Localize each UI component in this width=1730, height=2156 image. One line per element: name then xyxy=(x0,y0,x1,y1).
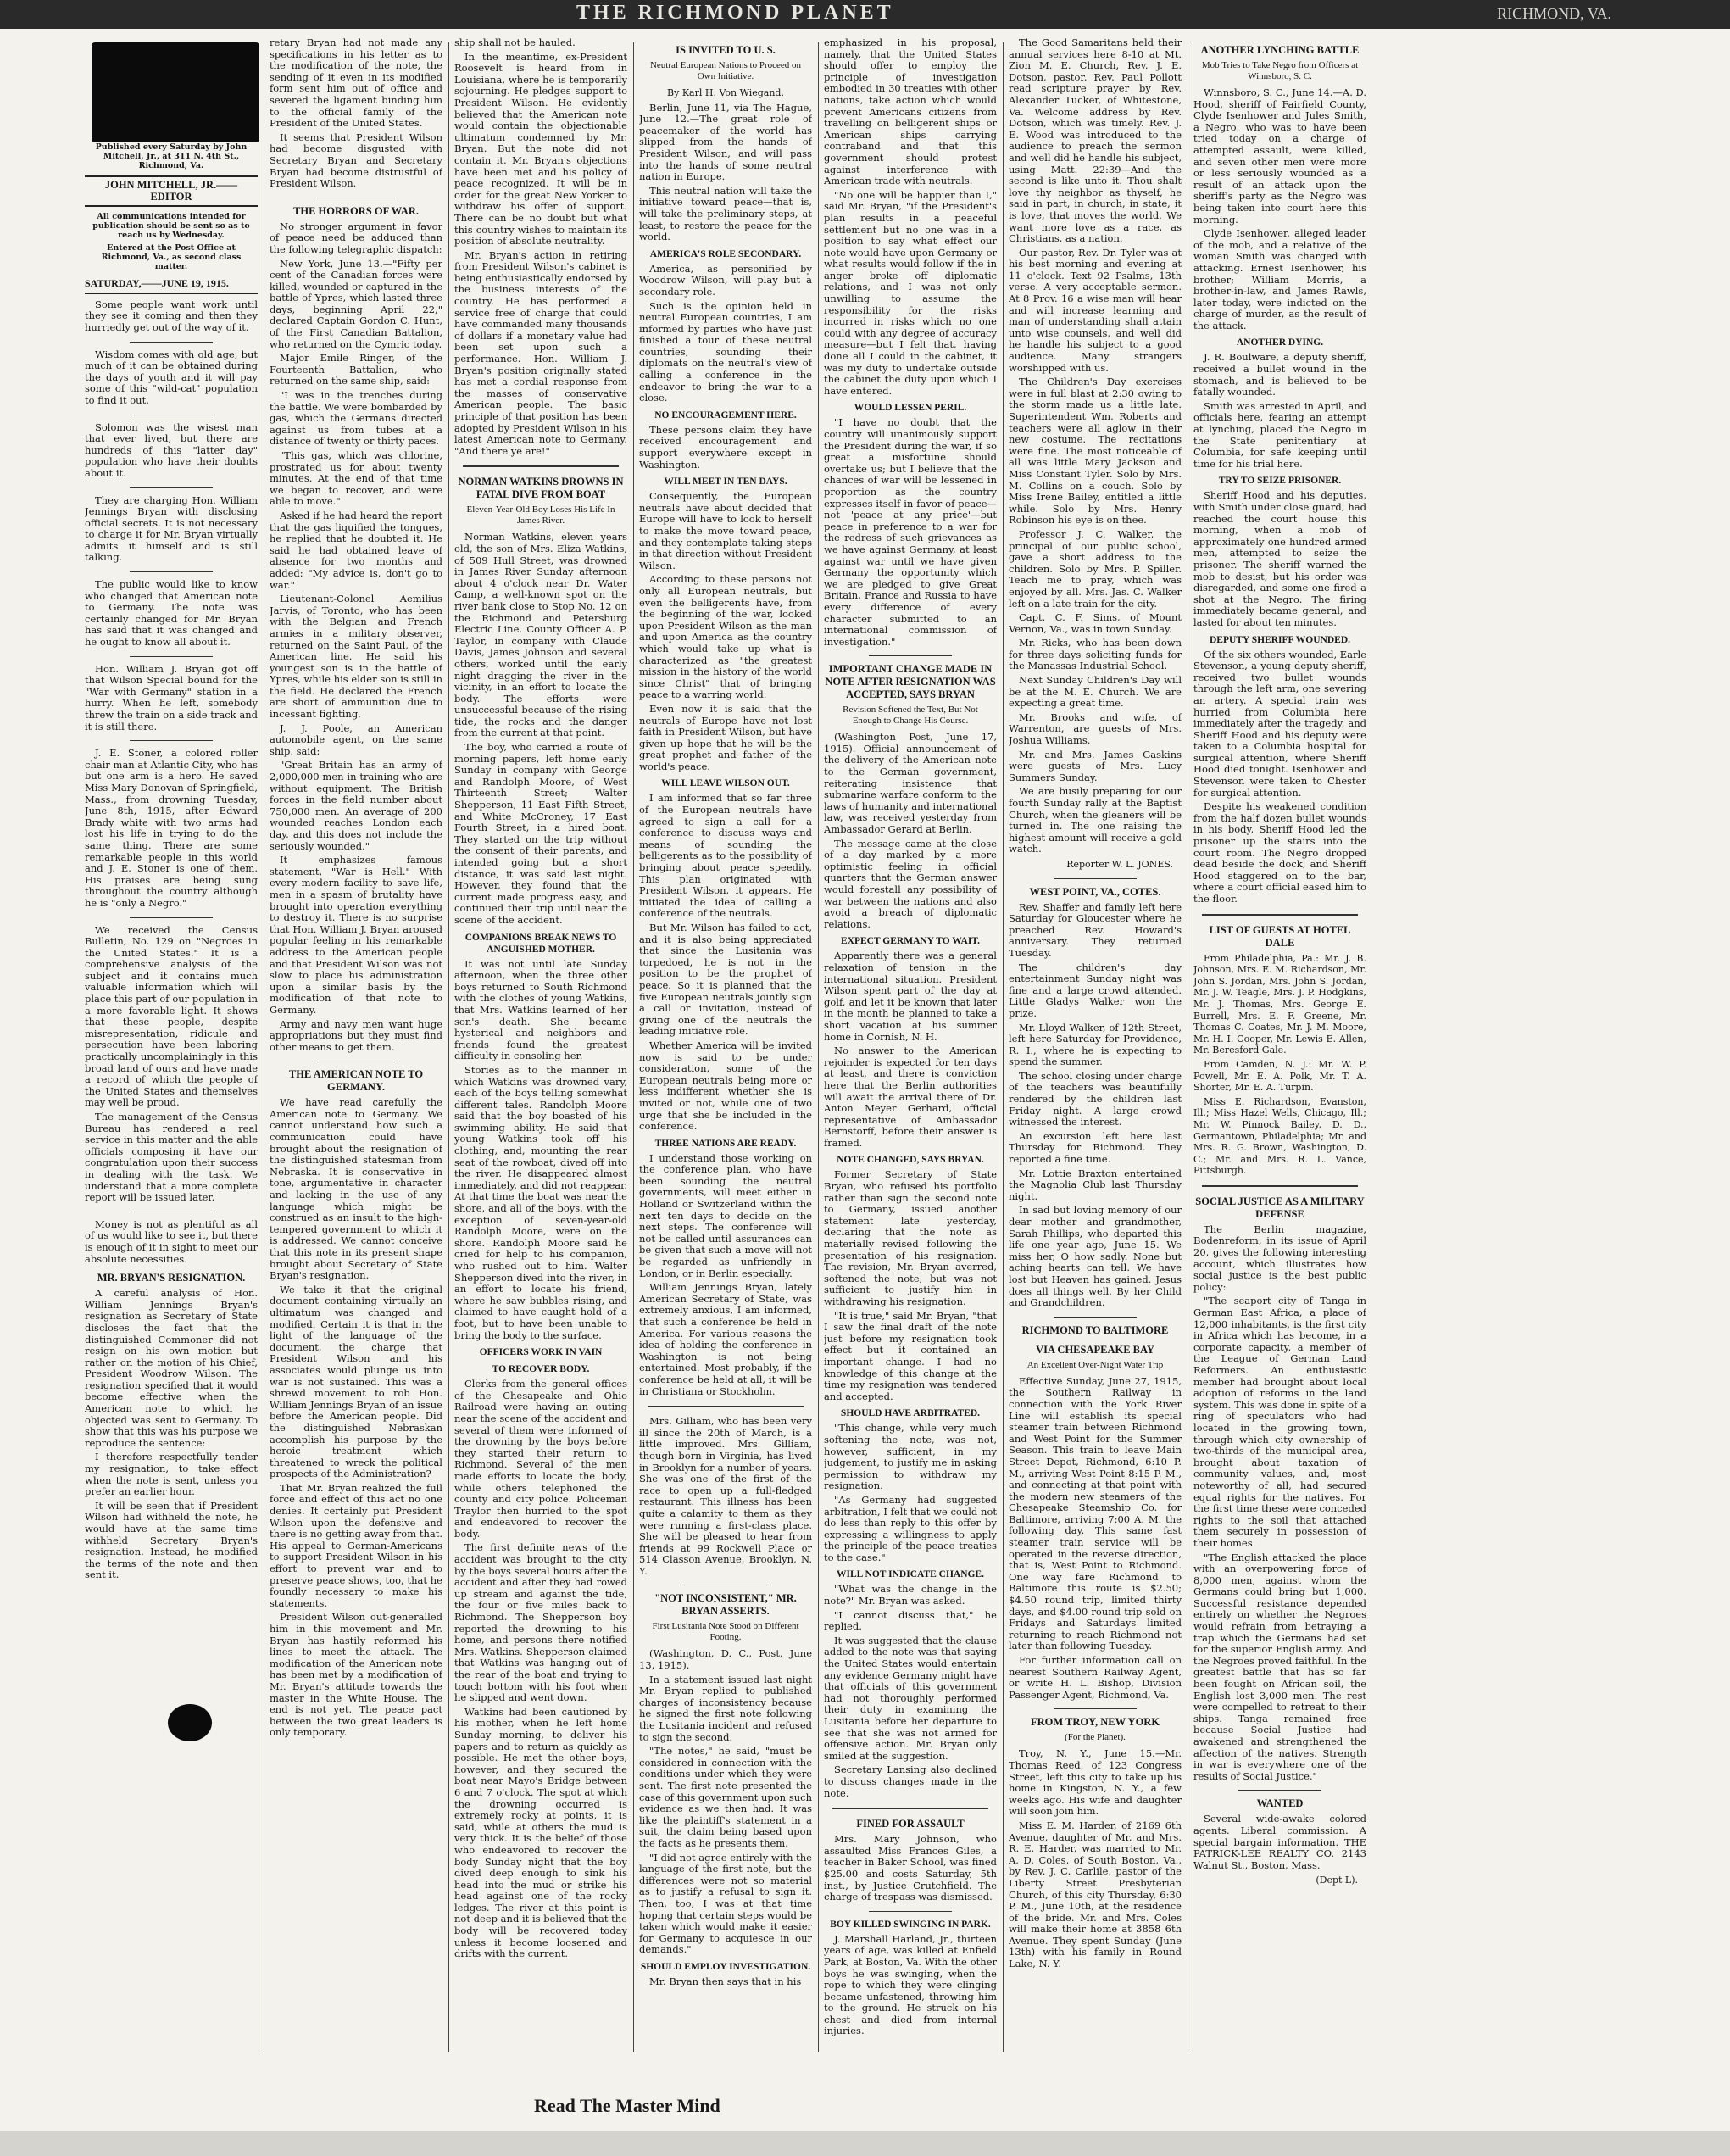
headline-american-note: THE AMERICAN NOTE TO GERMANY. xyxy=(288,1068,424,1094)
article-paragraph: Mrs. Mary Johnson, who assaulted Miss Frances Giles, a teacher in Baker School, was fined $25.00 and costs Saturday, 5th inst., by Justice Crutchfield. The charge of trespass was dismissed. xyxy=(824,1833,997,1903)
entry-notice: Entered at the Post Office at Richmond, Va., as second class matter. xyxy=(101,243,242,272)
news-paragraph: The school closing under charge of the teachers was beautifully rendered by the children last Friday night. A large crowd witnessed the interest. xyxy=(1009,1069,1182,1128)
article-paragraph: Clerks from the general offices of the Chesapeake and Ohio Railroad were having an outing near the scene of the accident and several of them were informed of the drowning by the boys before they started their return to Richmond. Several of the men made efforts to locate the body, while others telephoned the county and city police. Policeman Traylor then hurried to the spot and endeavored to recover the body. xyxy=(454,1378,627,1540)
article-paragraph: "No one will be happier than I," said Mr. Bryan, "if the President's plan results in a peaceful settlement but no one was in a position to say what effect our note would have upon Germany or what results would follow if the in anger broke off diplomatic relations, and I was not only unwilling to assume the responsibility for the risks incurred in risks which no one could with any degree of accuracy measure—but I felt that, having done all I could in the cabinet, it was my duty to undertake outside the cabinet the duty upon which I have entered. xyxy=(824,188,997,397)
article-paragraph: "I cannot discuss that," he replied. xyxy=(824,1608,997,1633)
headline-invited-to-us: IS INVITED TO U. S. xyxy=(676,44,776,56)
subheadline-neutral-nations: Neutral European Nations to Proceed on Own Initiative. xyxy=(649,60,802,81)
article-paragraph: We have read carefully the American note to Germany. We cannot understand how such a communication could have brought about the resignation of the distinguished statesman from Nebraska. It is conservative in tone, argumentative in character and lacking in the use of any language which might be construed as an insult to the high-tempered government to which it is addressed. We cannot conceive that this note in its present shape brought about Secretary of State Bryan's resignation. xyxy=(270,1096,442,1282)
article-paragraph: Army and navy men want huge appropriations but they must find other means to get them. xyxy=(270,1017,442,1053)
subhead-boy-killed: BOY KILLED SWINGING IN PARK. xyxy=(830,1919,991,1930)
divider xyxy=(869,655,952,656)
article-paragraph: Apparently there was a general relaxation of tension in the international situation. President Wilson spent part of the day at golf, and let it be known that later in the month he planned to take a short vacation at his summer home in Cornish, N. H. xyxy=(824,950,997,1043)
article-paragraph: Mr. Bryan then says that in his xyxy=(649,1975,802,1987)
divider xyxy=(130,487,213,488)
article-paragraph: But Mr. Wilson has failed to act, and it is also being appreciated that since the Lusitania was torpedoed, he is not in the position to be the prophet of peace. So it is planned that the five European neutrals jointly sign a call or invitation, instead of giving one of the neutrals the leading initiative role. xyxy=(639,922,812,1038)
headline-wanted: WANTED xyxy=(1256,1797,1304,1810)
headline-fined-for-assault: FINED FOR ASSAULT xyxy=(856,1818,965,1830)
headline-bryan-resignation: MR. BRYAN'S RESIGNATION. xyxy=(97,1272,246,1284)
article-paragraph: "What was the change in the note?" Mr. Bryan was asked. xyxy=(824,1583,997,1607)
divider xyxy=(1238,1790,1321,1791)
article-paragraph: "The notes," he said, "must be considered in connection with the conditions under which they were sent. The first note presented the case of this government upon such evidence as we then had. It was like the plaintiff's statement in a suit, the claim being based upon the facts as he presents them. xyxy=(639,1745,812,1849)
editorial-paragraph: They are charging Hon. William Jennings Bryan with disclosing official secrets. It is not necessary to charge it for Mr. Bryan virtually admits it himself and is still talking. xyxy=(85,493,258,564)
publisher-notice: Published every Saturday by John Mitchell, Jr., at 311 N. 4th St., Richmond, Va. xyxy=(95,142,248,170)
article-paragraph: "I was in the trenches during the battle. We were bombarded by gas, which the Germans directed against us from tubes at a distance of twenty or thirty paces. xyxy=(270,389,442,448)
column-2 xyxy=(270,37,442,2047)
subhead-america-role: AMERICA'S ROLE SECONDARY. xyxy=(649,248,802,259)
article-paragraph: Mr. Bryan's action in retiring from President Wilson's cabinet is being enthusiastically endorsed by the business interests of the country. He has performed a service free of charge that could have commanded many thousands of dollars if a monetary value had been set upon such a performance. Hon. William J. Bryan's position originally stated has met a cordial response from the masses of conservative American people. The basic principle of that position has been adopted by President Wilson in his latest American note to Germany. "And there ye are!" xyxy=(454,248,627,457)
headline-not-inconsistent: "NOT INCONSISTENT," MR. BRYAN ASSERTS. xyxy=(654,1592,797,1618)
article-paragraph: It will be seen that if President Wilson had withheld the note, he would have at the same time withheld Secretary Bryan's resignation. Instead, he modified the terms of the note and then sent it. xyxy=(85,1499,258,1581)
article-paragraph: New York, June 13.—"Fifty per cent of the Canadian forces were killed, wounded or captured in the battle of Ypres, which lasted three days, beginning April 22," declared Captain Gordon C. Hunt, of the First Canadian Battalion, who returned on the Cymric today. xyxy=(270,257,442,350)
article-paragraph: "The seaport city of Tanga in German East Africa, a place of 12,000 inhabitants, is the first city in Africa which has become, in a corporate capacity, a member of the League of German Land Reformers. An enthusiastic member had brought about local adoption of reforms in the land system. This was done in spite of a ring of speculators who had located in the growing town, through which city ownership of two-thirds of the municipal area, brought about taxation of community values, and, most noteworthy of all, had secured equal rights for the natives. For the first time these were conceded rights to the soil that attached them securely in possession of their homes. xyxy=(1193,1295,1366,1549)
divider xyxy=(463,465,619,467)
news-paragraph: Mr. Brooks and wife, of Warrenton, are guests of Mrs. Joshua Williams. xyxy=(1009,710,1182,747)
article-paragraph: Lieutenant-Colonel Aemilius Jarvis, of Toronto, who has been with the Belgian and French armies in a military observer, returned on the Saint Paul, of the American line. He said his youngest son is in the battle of Ypres, while his elder son is still in the field. He declared the French are short of ammunition due to incessant fighting. xyxy=(270,593,442,721)
article-paragraph: Consequently, the European neutrals have about decided that Europe will have to look to herself to make the move toward peace, and they contemplate taking steps in that direction without President Wilson. xyxy=(639,490,812,571)
subhead-employ-investigation: SHOULD EMPLOY INVESTIGATION. xyxy=(640,1961,811,1972)
headline-from-troy: FROM TROY, NEW YORK xyxy=(1030,1716,1160,1729)
news-paragraph: Troy, N. Y., June 15.—Mr. Thomas Reed, of 123 Congress Street, left this city to take up his home in Kingston, N. Y., a few weeks ago. His wife and daughter will soon join him. xyxy=(1009,1747,1182,1818)
subhead-another-dying: ANOTHER DYING. xyxy=(1236,337,1324,348)
article-paragraph: Sheriff Hood and his deputies, with Smith under close guard, had reached the court house this morning, when a mob of approximately one hundred armed men, attempted to seize the prisoner. The sheriff warned the mob to desist, but his order was disregarded, and some one fired a shot at the Negro. The firing immediately became general, and lasted for about ten minutes. xyxy=(1193,489,1366,628)
subheadline-for-planet: (For the Planet). xyxy=(1065,1732,1126,1743)
article-paragraph: These persons claim they have received encouragement and support everywhere except in Washington. xyxy=(639,423,812,471)
guest-list-paragraph: From Philadelphia, Pa.: Mr. J. B. Johnson, Mrs. E. M. Richardson, Mr. John S. Jordan, Mrs. John S. Jordan, Mr. J. W. Teagle, Mrs. J. P. Hodgkins, Mr. J. Thomas, Mrs. George E. Burrell, Mrs. E. F. Greene, Mr. Thomas C. Coates, Mr. J. M. Moore, Mr. H. I. Cooper, Mr. Lewis E. Allen, Mr. Beresford Gale. xyxy=(1193,952,1366,1056)
news-paragraph: The children's day entertainment Sunday night was fine and a large crowd attended. Little Gladys Walker won the prize. xyxy=(1009,961,1182,1019)
article-paragraph: America, as personified by Woodrow Wilson, will play but a secondary role. xyxy=(639,262,812,298)
headline-social-justice: SOCIAL JUSTICE AS A MILITARY DEFENSE xyxy=(1195,1195,1365,1220)
news-paragraph: The Children's Day exercises were in full blast at 2:30 owing to the storm made us a little late. Superintendent Wm. Roberts and teachers were all aglow in their new costume. The recitations were fine. The most noticeable of all was little Mary Jackson and Miss Constant Tyler. Solo by Mrs. M. Collins on a couch. Solo by Miss Irene Bailey, entitled a little while. Solo by Mrs. Henry Robinson his eye is on thee. xyxy=(1009,376,1182,526)
footer-advert: Read The Master Mind xyxy=(534,2095,720,2116)
ad-department: (Dept L). xyxy=(1316,1875,1358,1886)
divider xyxy=(648,1406,804,1407)
news-paragraph: An excursion left here last Thursday for Richmond. They reported a fine time. xyxy=(1009,1129,1182,1166)
masthead-right-text: RICHMOND, VA. xyxy=(1497,5,1611,22)
article-paragraph: Asked if he had heard the report that the gas liquified the tongues, he replied that he doubted it. He said he had obtained leave of absence for two months and added: "My advice is, don't go to war." xyxy=(270,509,442,591)
headline-lynching-battle: ANOTHER LYNCHING BATTLE xyxy=(1200,44,1360,56)
column-1 xyxy=(85,37,258,2047)
news-paragraph: Effective Sunday, June 27, 1915, the Southern Railway in connection with the York River Line will establish its special steamer train between Richmond and West Point for the Summer Season. This train to leave Main Street Depot, Richmond, 6:10 P. M., arriving West Point 8:15 P. M., and connecting at that point with the modern new steamers of the Chesapeake Steamship Co. for Baltimore, arriving 7:00 A. M. the following day. This same fast steamer train service will be operated in the reverse direction, that is, West Point to Richmond. One way fare Richmond to Baltimore this route is $2.50; $4.50 round trip, limited thirty days, and $4.00 round trip sold on Fridays and Saturdays limited returning to reach Richmond not later than following Tuesday. xyxy=(1009,1374,1182,1652)
subhead-no-encouragement: NO ENCOURAGEMENT HERE. xyxy=(654,409,797,421)
column-rule xyxy=(818,42,819,2052)
column-5 xyxy=(824,37,997,2047)
article-paragraph: "The English attacked the place with an overpowering force of 8,000 men, against whom the Germans could bring but 1,000. Successful resistance depended entirely on whether the Negroes would refrain from betraying a trap which the Germans had set for the superior English army. And the Negroes proved faithful. In the greatest battle that has so far been fought on African soil, the English lost 3,000 men. The rest were compelled to retreat to their ships. Tanga remained free because Social Justice had awakened and strengthened the affection of the natives. Strength in war is everywhere one of the results of Social Justice." xyxy=(1193,1551,1366,1782)
article-paragraph: Whether America will be invited now is said to be under consideration, some of the European neutrals being more or less indifferent whether she is invited or not, while one of two urge that she be included in the conference. xyxy=(639,1039,812,1133)
subheadline-winnsboro: Mob Tries to Take Negro from Officers at Winnsboro, S. C. xyxy=(1201,60,1359,81)
editorial-paragraph: Money is not as plentiful as all of us would like to see it, but there is enough of it in sight to meet our absolute necessities. xyxy=(85,1217,258,1265)
divider xyxy=(1202,914,1358,916)
masthead-strip xyxy=(0,0,1730,29)
article-paragraph: Such is the opinion held in neutral European countries, I am informed by parties who have just finished a tour of these neutral countries, sounding their diplomats on the neutral's view of calling a conference in the endeavor to bring the war to a close. xyxy=(639,299,812,404)
column-3 xyxy=(454,37,627,2047)
article-paragraph: The Berlin magazine, Bodenreform, in its issue of April 20, gives the following interesting account, which illustrates how social justice is the best public policy: xyxy=(1193,1223,1366,1293)
news-paragraph: Mr. and Mrs. James Gaskins were guests of Mrs. Lucy Summers Sunday. xyxy=(1009,748,1182,783)
headline-hotel-dale-guests: LIST OF GUESTS AT HOTEL DALE xyxy=(1209,923,1351,949)
subhead-leave-wilson-out: WILL LEAVE WILSON OUT. xyxy=(661,778,790,789)
article-paragraph: Norman Watkins, eleven years old, the son of Mrs. Eliza Watkins, of 509 Hull Street, was drowned in James River Sunday afternoon about 4 o'clock near Dr. Water Camp, a well-known spot on the river bank close to Stop No. 12 on the Richmond and Petersburg Electric Line. County Officer A. P. Taylor, in company with Claude Davis, James Johnson and several others, worked until the early night dragging the river in the vicinity, in an effort to locate the body. The efforts were unsuccessful because of the rising tide, the rocks and the danger from the current at that point. xyxy=(454,531,627,739)
divider xyxy=(130,656,213,657)
subhead-arbitrated: SHOULD HAVE ARBITRATED. xyxy=(840,1408,981,1419)
divider xyxy=(130,917,213,918)
column-7 xyxy=(1193,37,1366,2047)
divider xyxy=(1202,1185,1358,1187)
article-paragraph: It emphasizes famous statement, "War is Hell." With every modern facility to save life, men in a spasm of brutality have brought into operation everything to destroy it. There is no surprise that Hon. William J. Bryan aroused popular feeling in his remarkable address to the American people and that President Wilson was not slow to place his administration upon a similar basis by the modification of that note to Germany. xyxy=(270,854,442,1016)
article-paragraph: retary Bryan had not made any specifications in his letter as to the modification of the note, the sending of it even in its modified form sent him out of office and severed the ligament binding him to the official family of the President of the United States. xyxy=(270,37,442,130)
divider xyxy=(1054,1708,1137,1709)
article-paragraph: ship shall not be hauled. xyxy=(454,37,576,48)
article-paragraph: Watkins had been cautioned by his mother, when he left home Sunday morning, to deliver his papers and to return as quickly as possible. He met the other boys, however, and they secured the boat near Mayo's Bridge between 6 and 7 o'clock. The spot at which the drowning occurred is extremely rocky at points, it is said, while at others the mud is very thick. It is the belief of those who endeavored to recover the body Sunday night that the boy dived deep enough to sink his head into the mud or strike his head against one of the rocky ledges. The river at this point is not deep and it is believed that the body will be recovered today unless it become loosened and drifts with the current. xyxy=(454,1705,627,1960)
article-paragraph: "Great Britain has an army of 2,000,000 men in training who are without equipment. The British forces in the field number about 750,000 men. An average of 200 wounded reaches London each day, and this does not include the seriously wounded." xyxy=(270,759,442,852)
divider xyxy=(130,740,213,741)
divider xyxy=(130,571,213,572)
news-paragraph: In sad but loving memory of our dear mother and grandmother, Sarah Phillips, who departed this life one year ago, June 15. We miss her, O how sadly. None but aching hearts can tell. We have lost but Heaven has gained. Jesus does all things well. By her Child and Grandchildren. xyxy=(1009,1204,1182,1309)
divider xyxy=(1054,1317,1137,1318)
article-paragraph: Smith was arrested in April, and officials here, fearing an attempt at lynching, placed the Negro in the State penitentiary at Columbia, for safe keeping until time for his trial here. xyxy=(1193,399,1366,470)
news-paragraph: Mr. Lloyd Walker, of 12th Street, left here Saturday for Providence, R. I., where he is expecting to spend the summer. xyxy=(1009,1021,1182,1068)
communications-notice: All communications intended for publication should be sent so as to reach us by Wednesday. xyxy=(92,212,250,241)
headline-important-change: IMPORTANT CHANGE MADE IN NOTE AFTER RESIGNATION WAS ACCEPTED, SAYS BRYAN xyxy=(825,663,996,701)
article-paragraph: The first definite news of the accident was brought to the city by the boys several hours after the accident and after they had rowed up stream and against the tide, the four or five miles back to Richmond. The Shepperson boy reported the drowning to his home, and persons there notified Mrs. Watkins. Shepperson claimed that Watkins was hanging out of the rear of the boat and trying to touch bottom with his foot when he slipped and went down. xyxy=(454,1541,627,1704)
news-paragraph: Mr. Ricks, who has been down for three days soliciting funds for the Manassas Industrial School. xyxy=(1009,637,1182,672)
article-paragraph: I am informed that so far three of the European neutrals have agreed to sign a call for a conference to discuss ways and means of sounding the belligerents as to the possibility of bringing about peace speedily. This plan originated with President Wilson, it appears. He initiated the idea of calling a conference of the neutrals. xyxy=(639,792,812,920)
news-paragraph: Rev. Shaffer and family left here Saturday for Gloucester where he preached Rev. Howard's anniversary. They returned Tuesday. xyxy=(1009,900,1182,959)
editorial-paragraph: Solomon was the wisest man that ever lived, but there are hundreds of this "latter day" population who have their doubts about it. xyxy=(85,421,258,479)
article-paragraph: "As Germany had suggested arbitration, I felt that we could not do less than reply to this offer by expressing a willingness to apply the principle of the peace treaties to the case." xyxy=(824,1493,997,1563)
news-paragraph: Professor J. C. Walker, the principal of our public school, gave a short address to the children. Solo by Mrs. P. Spiller. Teach me to pray, which was enjoyed by all. Mrs. Jas. C. Walker left on a late train for the city. xyxy=(1009,527,1182,610)
article-paragraph: According to these persons not only all European neutrals, but even the belligerents have, from the beginning of the war, looked upon President Wilson as the man and upon America as the country which would take up what is characterized as "the greatest mission in the history of the world since Christ" that of bringing peace to a warring world. xyxy=(639,573,812,701)
article-paragraph: Mrs. Gilliam, who has been very ill since the 20th of March, is a little improved. Mrs. Gilliam, though born in Virginia, has lived in Brooklyn for a number of years. She was one of the first of the race to open up a full-fledged restaurant. This illness has been quite a calamity to them as they were running a first-class place. She will be pleased to hear from friends at 99 Rockwell Place or 514 Classon Avenue, Brooklyn, N. Y. xyxy=(639,1415,812,1577)
guest-list-paragraph: From Camden, N. J.: Mr. W. P. Powell, Mr. E. A. Polk, Mr. T. A. Shorter, Mr. E. A. Turpin. xyxy=(1193,1058,1366,1094)
article-paragraph: (Washington Post, June 17, 1915). Official announcement of the delivery of the American note to the German government, reiterating insistence that submarine warfare conform to the laws of humanity and international law, was received yesterday from Ambassador Gerard at Berlin. xyxy=(824,731,997,836)
classified-ad-text: Several wide-awake colored agents. Liberal commission. A special bargain information. THE PATRICK-LEE REALTY CO. 2143 Walnut St., Boston, Mass. xyxy=(1193,1813,1366,1871)
subhead-note-changed: NOTE CHANGED, SAYS BRYAN. xyxy=(837,1155,984,1166)
subheadline-water-trip: An Excellent Over-Night Water Trip xyxy=(1026,1359,1164,1370)
subhead-lessen-peril: WOULD LESSEN PERIL. xyxy=(854,403,967,414)
news-paragraph: Miss E. M. Harder, of 2169 6th Avenue, daughter of Mr. and Mrs. R. E. Harder, was married to Mr. A. D. Coles, of South Boston, Va., by Rev. J. C. Carlile, pastor of the Liberty Street Presbyterian Church, of this city Thursday, 6:30 P. M., June 10th, at the residence of the bride. Mr. and Mrs. Coles will make their home at 3858 6th Avenue. They spent Sunday (June 13th) with his family in Round Lake, N. Y. xyxy=(1009,1819,1182,1970)
article-paragraph: Despite his weakened condition from the half dozen bullet wounds in his body, Sheriff Hood led the prisoner up the stairs into the court room. The Negro dropped dead beside the dock, and Sheriff Hood staggered on to the bar, where a court official eased him to the floor. xyxy=(1193,800,1366,905)
divider xyxy=(130,342,213,343)
article-paragraph: "It is true," said Mr. Bryan, "that I saw the final draft of the note just before my resignation took effect but it contained an important change. I had no knowledge of this change at the time my resignation was tendered and accepted. xyxy=(824,1309,997,1402)
article-paragraph: "I have no doubt that the country will unanimously support the President during the war, if so great a misfortune should overtake us; but I believe that the chances of war will be lessened in proportion as the country expresses itself in favor of peace—not 'peace at any price'—but peace in preference to a war for the redress of such grievances as we have against Germany, at least against war until we have given Germany the opportunity which we are pledged to give Great Britain, France and Russia to have every difference of every character submitted to an international commission of investigation." xyxy=(824,416,997,648)
editorial-paragraph: Wisdom comes with old age, but much of it can be obtained during the days of youth and it will pay some of this "wild-cat" population to find it out. xyxy=(85,348,258,406)
article-paragraph: In a statement issued last night Mr. Bryan replied to published charges of inconsistency because he signed the first note following the Lusitania incident and refused to sign the second. xyxy=(639,1673,812,1743)
article-paragraph: We take it that the original document containing virtually an ultimatum was changed and modified. Certain it is that in the light of the language of the document, the charge that President Wilson and his associates would plunge us into war is not sustained. This was a shrewd movement to rob Hon. William Jennings Bryan of an issue before the American people. Did the distinguished Nebraskan accomplish his purpose by the heroic treatment which threatened to wreck the political prospects of the Administration? xyxy=(270,1283,442,1480)
headline-west-point: WEST POINT, VA., COTES. xyxy=(1029,885,1161,898)
guest-list-paragraph: Miss E. Richardson, Evanston, Ill.; Miss Hazel Wells, Chicago, Ill.; Mr. W. Pinnock Bailey, D. D., Germantown, Philadelphia; Mr. and Mrs. R. G. Brown, Washington, D. C.; Mr. and Mrs. R. L. Vance, Pittsburgh. xyxy=(1193,1095,1366,1177)
article-paragraph: It was suggested that the clause added to the note was that saying the United States would entertain any evidence Germany might have that officials of this government had not thoroughly performed their duty in examining the Lusitania before her departure to see that she was not armed for offensive action. Mr. Bryan only smiled at the suggestion. xyxy=(824,1634,997,1762)
article-paragraph: J. J. Poole, an American automobile agent, on the same ship, said: xyxy=(270,721,442,757)
news-paragraph: We are busily preparing for our fourth Sunday rally at the Baptist Church, when the gleaners will be turned in. The one raising the highest amount will receive a gold watch. xyxy=(1009,785,1182,855)
headline-richmond-baltimore: RICHMOND TO BALTIMORE xyxy=(1021,1323,1169,1336)
subhead-expect-germany: EXPECT GERMANY TO WAIT. xyxy=(840,936,980,947)
article-paragraph: "This gas, which was chlorine, prostrated us for about twenty minutes. At the end of that time we began to recover, and were able to move." xyxy=(270,449,442,508)
article-paragraph: Of the six others wounded, Earle Stevenson, a young deputy sheriff, received two bullet wounds through the left arm, one severing an artery. A special train was hurried from Columbia here immediately after the tragedy, and Sheriff Hood and his deputy were taken to a Columbia hospital for surgical attention, where Sheriff Hood died tonight. Isenhower and Stevenson were taken to Chester for surgical attention. xyxy=(1193,648,1366,799)
subhead-companions: COMPANIONS BREAK NEWS TO ANGUISHED MOTHER. xyxy=(464,932,617,955)
article-paragraph: Former Secretary of State Bryan, who refused his portfolio rather than sign the second note to Germany, issued another statement late yesterday, declaring that the note as materially revised following the presentation of his resignation. The revision, Mr. Bryan averred, softened the note, but was not sufficient to justify him in withdrawing his resignation. xyxy=(824,1168,997,1307)
editor-line: JOHN MITCHELL, JR.——EDITOR xyxy=(85,175,258,207)
editorial-paragraph: Some people want work until they see it coming and then they hurriedly get out of the way of it. xyxy=(85,298,258,333)
article-paragraph: That Mr. Bryan realized the full force and effect of this act no one denies. It certainly put President Wilson upon the defensive and there is no getting away from that. His appeal to German-Americans to support President Wilson in his effort to prevent war and to preserve peace shows, too, that he foundly necessary to make his statements. xyxy=(270,1481,442,1609)
subheadline-watkins: Eleven-Year-Old Boy Loses His Life In James River. xyxy=(466,504,615,526)
article-paragraph: No answer to the American rejoinder is expected for ten days at least, and there is conviction here that the Berlin authorities will await the arrival there of Dr. Anton Meyer Gerhard, official representative of Ambassador Bernstorff, before their answer is framed. xyxy=(824,1045,997,1149)
editorial-paragraph: We received the Census Bulletin, No. 129 on "Negroes in the United States." It is a comprehensive analysis of the subject and it contains much valuable information which will place this part of our population in a more favorable light. It shows that these people, despite misrepresentation, ridicule and persecution have been laboring practically uncomplainingly in this broad land of ours and have made a record of which the people of the United States and themselves may well be proud. xyxy=(85,923,258,1109)
article-paragraph: The message came at the close of a day marked by a more optimistic feeling in official quarters that the German answer would forestall any possibility of war between the nations and also avoid a breach of diplomatic relations. xyxy=(824,837,997,930)
subhead-deputy-wounded: DEPUTY SHERIFF WOUNDED. xyxy=(1209,634,1351,645)
article-paragraph: Secretary Lansing also declined to discuss changes made in the note. xyxy=(824,1763,997,1799)
divider xyxy=(832,1808,988,1809)
headline-via-chesapeake: VIA CHESAPEAKE BAY xyxy=(1036,1343,1154,1356)
subhead-officers: OFFICERS WORK IN VAIN xyxy=(479,1347,603,1358)
article-paragraph: I understand those working on the conference plan, who have been sounding the neutral governments, will meet either in Holland or Switzerland within the next ten days to decide on the next steps. The conference will not be called until assurances can be given that such a move will not be regarded as unfriendly in London, or in Berlin especially. xyxy=(639,1151,812,1279)
headline-watkins-drowns: NORMAN WATKINS DROWNS IN FATAL DIVE FROM BOAT xyxy=(458,476,624,501)
editorial-paragraph: The management of the Census Bureau has rendered a real service in this matter and the able officials composing it have our congratulation upon their success in dealing with the task. We understand that a more complete report will be issued later. xyxy=(85,1111,258,1204)
news-paragraph: Capt. C. F. Sims, of Mount Vernon, Va., was in town Sunday. xyxy=(1009,611,1182,635)
article-paragraph: (Washington, D. C., Post, June 13, 1915). xyxy=(639,1647,812,1672)
news-paragraph: Next Sunday Children's Day will be at the M. E. Church. We are expecting a great time. xyxy=(1009,674,1182,710)
article-paragraph: "This change, while very much softening the note, was not, however, sufficient, in my judgement, to justify me in asking permission to withdraw my resignation. xyxy=(824,1422,997,1492)
article-paragraph: J. Marshall Harland, Jr., thirteen years of age, was killed at Enfield Park, at Boston, Va. With the other boys he was swinging, when the rope to which they were clinging became unfastened, throwing him to the ground. He struck on his chest and died from internal injuries. xyxy=(824,1932,997,2037)
subhead-recover-body: TO RECOVER BODY. xyxy=(492,1364,590,1375)
subhead-not-indicate: WILL NOT INDICATE CHANGE. xyxy=(836,1569,985,1580)
divider xyxy=(1054,878,1137,879)
subheadline-lusitania-note: First Lusitania Note Stood on Different Footing. xyxy=(652,1621,799,1643)
article-paragraph: In the meantime, ex-President Roosevelt is heard from in Louisiana, where he is temporarily sojourning. He pledges support to President Wilson. He evidently believed that the American note would contain the objectionable ultimatum condemned by Mr. Bryan. But the note did not contain it. Mr. Bryan's objections have been met and his policy of peace recognized. It will be in order for the great New Yorker to withdraw his offer of support. There can be no doubt but what this country wishes to maintain its position of absolute neutrality. xyxy=(454,50,627,248)
article-paragraph: William Jennings Bryan, lately American Secretary of State, was extremely anxious, I am informed, that such a conference be held in America. For various reasons the idea of holding the conference in Washington is not being entertained. Most probably, if the conference be held at all, it will be in Christiana or Stockholm. xyxy=(639,1281,812,1397)
newspaper-columns xyxy=(85,37,1712,2064)
article-paragraph: It seems that President Wilson had become disgusted with Secretary Bryan and Secretary Bryan had become distrustful of President Wilson. xyxy=(270,131,442,190)
column-4 xyxy=(639,37,812,2047)
editorial-paragraph: J. E. Stoner, a colored roller chair man at Atlantic City, who has but one arm is a hero. He saved Miss Mary Donovan of Springfield, Mass., from drowning Tuesday, June 8th, 1915, after Edward Brady white with two arms had lost his life in trying to do the same thing. There are some remarkable people in this world and J. E. Stoner is one of them. His praises are being sung throughout the country although he is "only a Negro." xyxy=(85,747,258,909)
masthead-title: THE RICHMOND PLANET xyxy=(576,2,894,24)
divider xyxy=(869,1911,952,1912)
news-paragraph: Our pastor, Rev. Dr. Tyler was at his best morning and evening at 11 o'clock. Text 92 Psalms, 13th verse. A very acceptable sermon. At 8 Prov. 16 a wise man will hear and will increase learning and man of understanding shall attain unto wise counsels, and well did he handle his subject to a good audience. Many strangers worshipped with us. xyxy=(1009,246,1182,374)
article-paragraph: J. R. Boulware, a deputy sheriff, received a bullet wound in the stomach, and is believed to be fatally wounded. xyxy=(1193,351,1366,398)
column-rule xyxy=(1003,42,1004,2052)
subhead-seize-prisoner: TRY TO SEIZE PRISONER. xyxy=(1218,476,1342,487)
news-paragraph: Mr. Lottie Braxton entertained the Magnolia Club last Thursday night. xyxy=(1009,1167,1182,1202)
editorial-paragraph: Hon. William J. Bryan got off that Wilson Special bound for the "War with Germany" station in a hurry. When he left, somebody threw the train on a side track and it is still there. xyxy=(85,662,258,733)
article-paragraph: Even now it is said that the neutrals of Europe have not lost faith in President Wilson, but have given up hope that he will be the great prophet and father of the world's peace. xyxy=(639,702,812,772)
article-paragraph: Clyde Isenhower, alleged leader of the mob, and a relative of the woman Smith was charged with attacking. Ernest Isenhower, his brother; William Morris, a brother-in-law, and James Rawls, later today, were indicted on the charge of murder, as the result of the attack. xyxy=(1193,227,1366,331)
news-paragraph: The Good Samaritans held their annual services here 8-10 at Mt. Zion M. E. Church, Rev. J. E. Dotson, pastor. Rev. Paul Pollott read scripture prayer by Rev. Alexander Tucker, of Whitestone, Va. Welcome address by Rev. Dotson, which was timely. Rev. J. E. Wood was introduced to the audience to preach the sermon and well did he handle his subject, using Matt. 22:39—And the second is like unto it. Thou shalt love thy neighbor as thyself, he said in part, in church, in state, it is love, that moves the world. We want more love as a race, as Christians, as a nation. xyxy=(1009,37,1182,245)
article-paragraph: Stories as to the manner in which Watkins was drowned vary, each of the boys telling somewhat different tales. Randolph Moore said that the boy boasted of his swimming ability. He said that young Watkins took off his clothing, and, mounting the rear seat of the rowboat, dived off into the river. He disappeared almost immediately, and did not reappear. At that time the boat was near the shore, and all of the boys, with the exception of seven-year-old Randolph Moore, were on the shore. Randolph Moore said he cried for help to his companion, who rushed out to him. Walter Shepperson dived into the river, in an effort to locate his friend, where he saw bubbles rising, and claimed to have caught hold of a foot, but to have been unable to bring the body to the surface. xyxy=(454,1063,627,1341)
issue-dateline: SATURDAY,——JUNE 19, 1915. xyxy=(85,278,258,294)
article-paragraph: This neutral nation will take the initiative toward peace—that is, will take the preliminary steps, at least, to restore the peace for the world. xyxy=(639,184,812,243)
byline: By Karl H. Von Wiegand. xyxy=(667,87,784,98)
article-paragraph: emphasized in his proposal, namely, that the United States should offer to employ the principle of investigation embodied in 30 treaties with other nations, take action which would prevent Americans citizens from travelling on belligerent ships or American ships carrying contraband and that this government should protest against interference with American trade with neutrals. xyxy=(824,37,997,187)
article-paragraph: No stronger argument in favor of peace need be adduced than the following telegraphic dispatch: xyxy=(270,220,442,255)
news-paragraph: For further information call on nearest Southern Railway Agent, or write H. L. Bishop, Division Passenger Agent, Richmond, Va. xyxy=(1009,1654,1182,1701)
subheadline-revision: Revision Softened the Text, But Not Enough to Change His Course. xyxy=(843,705,978,727)
article-paragraph: Berlin, June 11, via The Hague, June 12.—The great role of peacemaker of the world has slipped from the hands of President Wilson, and will pass into the hands of some neutral nation in Europe. xyxy=(639,101,812,183)
article-paragraph: President Wilson out-generalled him in this movement and Mr. Bryan has hastily reformed his lines to meet the attack. The modification of the American note has been met by a modification of Mr. Bryan's attitude towards the master in the White House. The end is not yet. The peace pact between the two great leaders is only temporary. xyxy=(270,1611,442,1739)
column-6 xyxy=(1009,37,1182,2047)
article-paragraph: A careful analysis of Hon. William Jennings Bryan's resignation as Secretary of State discloses the fact that the distinguished Commoner did not resign on his own motion but rather on the motion of his Chief, President Woodrow Wilson. The resignation specified that it would become effective when the American note to which he objected was sent to Germany. To show that this was his purpose we reproduce the sentence: xyxy=(85,1287,258,1449)
column-rule xyxy=(448,42,449,2052)
article-paragraph: "I did not agree entirely with the language of the first note, but the differences were not so material as to justify a refusal to sign it. Then, too, I was at that time hoping that certain steps would be taken which would make it easier for Germany to acquiesce in our demands." xyxy=(639,1851,812,1956)
subhead-meet-ten-days: WILL MEET IN TEN DAYS. xyxy=(664,476,787,487)
article-paragraph: Winnsboro, S. C., June 14.—A. D. Hood, sheriff of Fairfield County, Clyde Isenhower and Jules Smith, a Negro, who was to have been tried today on a charge of attempted assault, were killed, and seven other men were more or less seriously wounded as a result of an attack upon the sheriff's party as the Negro was being taken into court here this morning. xyxy=(1193,86,1366,226)
article-paragraph: It was not until late Sunday afternoon, when the three other boys returned to South Richmond with the clothes of young Watkins, that Mrs. Watkins learned of her son's death. She became hysterical and neighbors and friends found the greatest difficulty in consoling her. xyxy=(454,957,627,1062)
article-paragraph: The boy, who carried a route of morning papers, left home early Sunday in company with George and Randolph Moore, of West Thirteenth Street; Walter Shepperson, 11 East Fifth Street, and White McCroney, 17 East Fourth Street, in a hired boat. They started on the trip without the consent of their parents, and intended going but a short distance, it was said last night. However, they found that the current made progress easy, and continued their trip until near the scene of the accident. xyxy=(454,741,627,926)
article-paragraph: I therefore respectfully tender my resignation, to take effect when the note is sent, unless you prefer an earlier hour. xyxy=(85,1451,258,1498)
column-rule xyxy=(633,42,634,2052)
editorial-paragraph: The public would like to know who changed that American note to Germany. The note was certainly changed for Mr. Bryan has said that it was changed and he ought to know all about it. xyxy=(85,578,258,649)
headline-horrors-of-war: THE HORRORS OF WAR. xyxy=(293,204,419,217)
footer-strip xyxy=(0,2131,1730,2156)
subhead-three-nations: THREE NATIONS ARE READY. xyxy=(654,1138,797,1149)
article-paragraph: Major Emile Ringer, of the Fourteenth Battalion, who returned on the same ship, said: xyxy=(270,352,442,387)
reporter-signature: Reporter W. L. JONES. xyxy=(1066,858,1173,870)
